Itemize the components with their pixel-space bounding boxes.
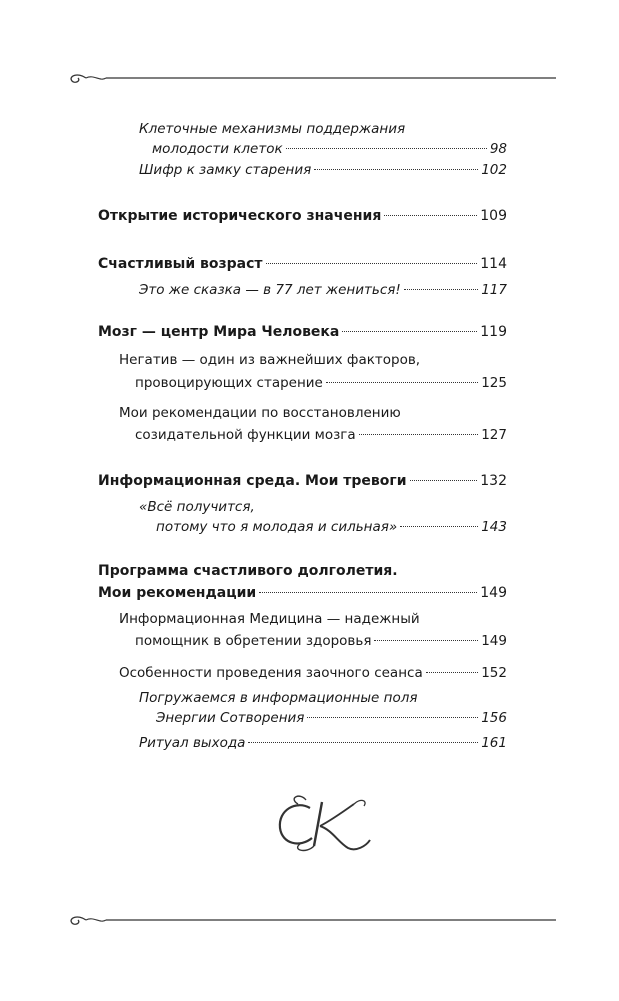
toc-entry-title: Особенности проведения заочного сеанса [119,665,423,681]
toc-entry[interactable] [135,425,507,445]
toc-entry-line1: Клеточные механизмы поддержания [139,121,406,137]
toc-entry[interactable] [135,373,507,393]
dot-leader [326,382,478,383]
toc-entry[interactable] [139,733,507,753]
dot-leader [426,672,479,673]
toc-entry[interactable] [98,322,507,342]
toc-entry-page: 127 [481,427,507,443]
toc-entry[interactable] [139,280,507,300]
toc-entry-line1: Мои рекомендации по восстановлению [119,405,401,421]
bottom-ornament-rule [66,912,556,928]
dot-leader [248,742,478,743]
toc-entry-page: 161 [481,735,507,751]
toc-entry-page: 152 [481,665,507,681]
toc-entry[interactable] [98,471,507,491]
toc-entry[interactable] [152,139,507,159]
toc-entry-title: молодости клеток [152,141,283,157]
toc-entry-page: 102 [481,162,507,178]
dot-leader [384,215,477,216]
toc-entry-line1: «Всё получится, [139,499,255,515]
toc-entry-page: 149 [480,585,507,601]
toc-entry-page: 114 [480,256,507,272]
dot-leader [259,592,477,593]
toc-entry-title: Информационная среда. Мои тревоги [98,473,407,489]
toc-entry-page: 125 [481,375,507,391]
dot-leader [404,289,478,290]
toc-entry-title: Открытие исторического значения [98,208,382,224]
dot-leader [374,640,478,641]
toc-entry-page: 117 [481,282,507,298]
toc-entry-title: Счастливый возраст [98,256,263,272]
toc-entry[interactable] [98,583,507,603]
publisher-monogram-logo [270,790,380,860]
toc-entry-title: потому что я молодая и сильная» [156,519,398,535]
toc-entry-title: провоцирующих старение [135,375,323,391]
toc-entry-page: 156 [481,710,507,726]
toc-entry-title: Шифр к замку старения [139,162,312,178]
dot-leader [400,526,478,527]
toc-entry-line1: Программа счастливого долголетия. [98,563,398,579]
toc-entry-title: помощник в обретении здоровья [135,633,372,649]
dot-leader [359,434,479,435]
toc-entry-page: 109 [480,208,507,224]
toc-entry-title: Мои рекомендации [98,585,257,601]
toc-entry-title: Энергии Сотворения [156,710,305,726]
toc-entry-page: 143 [481,519,507,535]
toc-entry-page: 149 [481,633,507,649]
toc-entry[interactable] [156,517,507,537]
dot-leader [266,263,478,264]
dot-leader [342,331,477,332]
toc-entry-page: 119 [480,324,507,340]
toc-entry-title: Ритуал выхода [139,735,246,751]
top-ornament-rule [66,70,556,86]
dot-leader [410,480,478,481]
dot-leader [286,148,487,149]
toc-entry-line1: Информационная Медицина — надежный [119,611,420,627]
toc-entry[interactable] [98,206,507,226]
dot-leader [307,717,478,718]
toc-entry[interactable] [139,160,507,180]
toc-entry-title: созидательной функции мозга [135,427,356,443]
toc-entry-line1: Негатив — один из важнейших факторов, [119,352,421,368]
toc-entry-page: 98 [489,141,507,157]
toc-entry[interactable] [119,663,507,683]
toc-entry-title: Мозг — центр Мира Человека [98,324,340,340]
toc-entry[interactable] [156,708,507,728]
toc-entry[interactable] [135,631,507,651]
dot-leader [314,169,478,170]
toc-entry-line1: Погружаемся в информационные поля [139,690,418,706]
toc-entry-page: 132 [480,473,507,489]
toc-entry[interactable] [98,254,507,274]
toc-entry-title: Это же сказка — в 77 лет жениться! [139,282,401,298]
